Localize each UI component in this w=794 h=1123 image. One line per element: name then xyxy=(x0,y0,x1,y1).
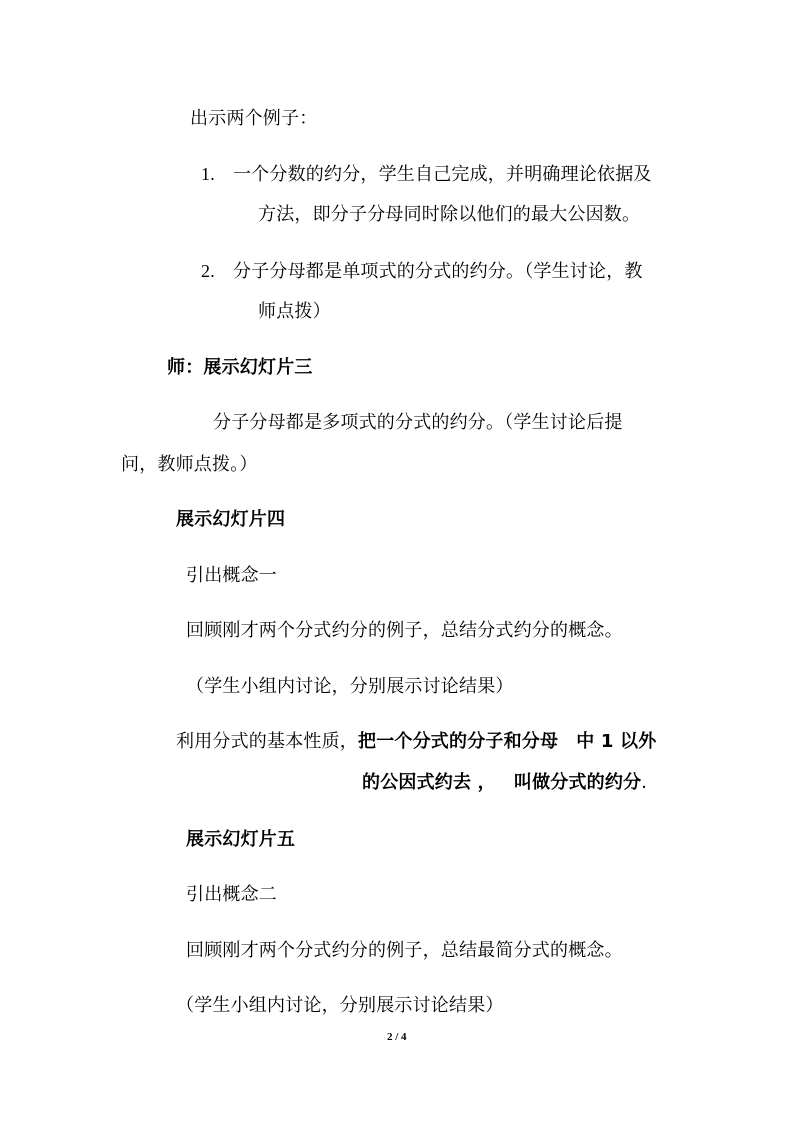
concept2-discussion: （学生小组内讨论，分别展示讨论结果） xyxy=(176,995,504,1016)
concept2-review: 回顾刚才两个分式约分的例子，总结最简分式的概念。 xyxy=(186,940,623,961)
intro-text: 出示两个例子： xyxy=(190,108,318,129)
slide4-heading: 展示幻灯片四 xyxy=(176,509,286,530)
slide3-text-line-2: 问，教师点拨。） xyxy=(121,454,258,475)
definition-part-3: 中 1 以外 xyxy=(576,731,657,752)
example-1-text: 一个分数的约分，学生自己完成，并明确理论依据及 xyxy=(233,164,652,185)
slide3-heading: 师：展示幻灯片三 xyxy=(167,357,313,378)
slide3-text-line-1: 分子分母都是多项式的分式的约分。（学生讨论后提 xyxy=(213,412,623,433)
slide5-heading: 展示幻灯片五 xyxy=(186,829,296,850)
example-2-text: 分子分母都是单项式的分式的约分。（学生讨论，教 xyxy=(233,261,643,282)
example-2-number: 2. xyxy=(201,261,215,281)
definition-part-4: 的公因式约去 ， xyxy=(362,772,496,793)
example-2-line-1 xyxy=(201,260,643,283)
example-1-number: 1. xyxy=(201,164,215,184)
concept1-review: 回顾刚才两个分式约分的例子，总结分式约分的概念。 xyxy=(186,620,623,641)
concept1-discussion: （学生小组内讨论，分别展示讨论结果） xyxy=(186,676,514,697)
concept1-label: 引出概念一 xyxy=(186,565,277,586)
definition-end: . xyxy=(641,772,648,793)
definition-part-2: 把一个分式的分子和分母 xyxy=(358,731,559,752)
definition-part-1: 利用分式的基本性质， xyxy=(176,731,358,752)
definition-part-5: 叫做分式的约分 xyxy=(513,772,642,793)
page-number: 2 / 4 xyxy=(387,1031,407,1043)
concept2-label: 引出概念二 xyxy=(186,884,277,905)
example-2-line-2: 师点拨） xyxy=(258,301,331,322)
definition-line-2 xyxy=(362,772,647,794)
example-1-line-2: 方法，即分子分母同时除以他们的最大公因数。 xyxy=(258,204,641,225)
definition-line-1 xyxy=(176,731,656,753)
example-1-line-1 xyxy=(201,163,652,186)
